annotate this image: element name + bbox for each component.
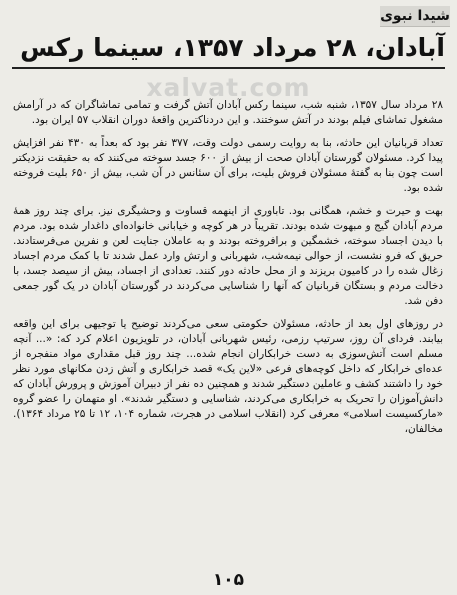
author-name: شیدا نبوی — [380, 6, 450, 27]
watermark: xalvat.com — [146, 73, 311, 102]
article-body — [13, 98, 443, 445]
page-number: ۱۰۵ — [212, 570, 245, 590]
title-divider — [12, 67, 445, 69]
paragraph: بهت و حیرت و خشم، همگانی بود. تاباوری از اینهمه قساوت و وحشیگری نیز. برای چند روز همهٔ مردم آبادان گیج و مبهوت شده بودند. تقریباً در هر کوچه و خیابانی خانواده‌ای داغدار شده بود. مردم با دیدن اجساد سوخته، خشمگین و برافروخته بودند و به عاملان جنایت لعن و نفرین می‌فرستادند. حریق که فرو نشست، از حوالی نیمه‌شب، شهربانی و ارتش وارد عمل شدند تا با کمک مردم اجساد زغال شده را در کامیون بریزند و از محل حادثه دور کنند. تعدادی از اجساد، بیش از سیصد جسد، با دخالت مردم و بستگان قربانیان که آنها را شناسایی می‌کردند در گورستان آبادان در یک گور جمعی دفن شد. — [13, 205, 443, 307]
paragraph: تعداد قربانیان این حادثه، بنا به روایت رسمی دولت وقت، ۳۷۷ نفر بود که بعداً به ۴۳۰ نفر افزایش پیدا کرد. مسئولان گورستان آبادان صحت از بیش از ۶۰۰ جسد سوخته می‌کنند که به حقیقت نزدیکتر است چون بنا به گفتهٔ مسئولان فروش بلیت، برای آن سئانس در آن شب، بیش از ۶۵۰ بلیت فروخته شده بود. — [13, 137, 444, 194]
paragraph: ۲۸ مرداد سال ۱۳۵۷، شنبه شب، سینما رکس آبادان آتش گرفت و تمامی تماشاگران که در آرامش مشغول تماشای فیلم بودند در آتش سوختند. و این دردناکترین واقعهٔ دوران انقلاب ۵۷ ایران بود. — [13, 99, 443, 126]
paragraph: در روزهای اول بعد از حادثه، مسئولان حکومتی سعی می‌کردند توضیح یا توجیهی برای این واقعه بیابند. فردای آن روز، سرتیپ رزمی، رئیس شهربانی آبادان، در تلویزیون اعلام کرد که: «... آنچه مسلم است آتش‌سوزی به دست خرابکاران انجام شده... چند روز قبل مقداری مواد منفجره از عده‌ای خرابکار که داخل کوچه‌های فرعی «لاین یک» قصد خرابکاری و آتش زدن مکانهای مورد نظر خود را داشتند کشف و عاملین دستگیر شدند و همچنین ده نفر از دبیران آموزش و پرورش آبادان که دانش‌آموزان را تحریک به خرابکاری می‌کردند، شناسایی و دستگیر شدند». او متهمان را عضو گروه «مارکسیست اسلامی» معرفی کرد (انقلاب اسلامی در هجرت، شماره ۱۰۴، ۱۲ تا ۲۵ مرداد ۱۳۶۴). مخالفان، — [13, 318, 444, 435]
article-title: آبادان، ۲۸ مرداد ۱۳۵۷، سینما رکس — [20, 33, 445, 62]
